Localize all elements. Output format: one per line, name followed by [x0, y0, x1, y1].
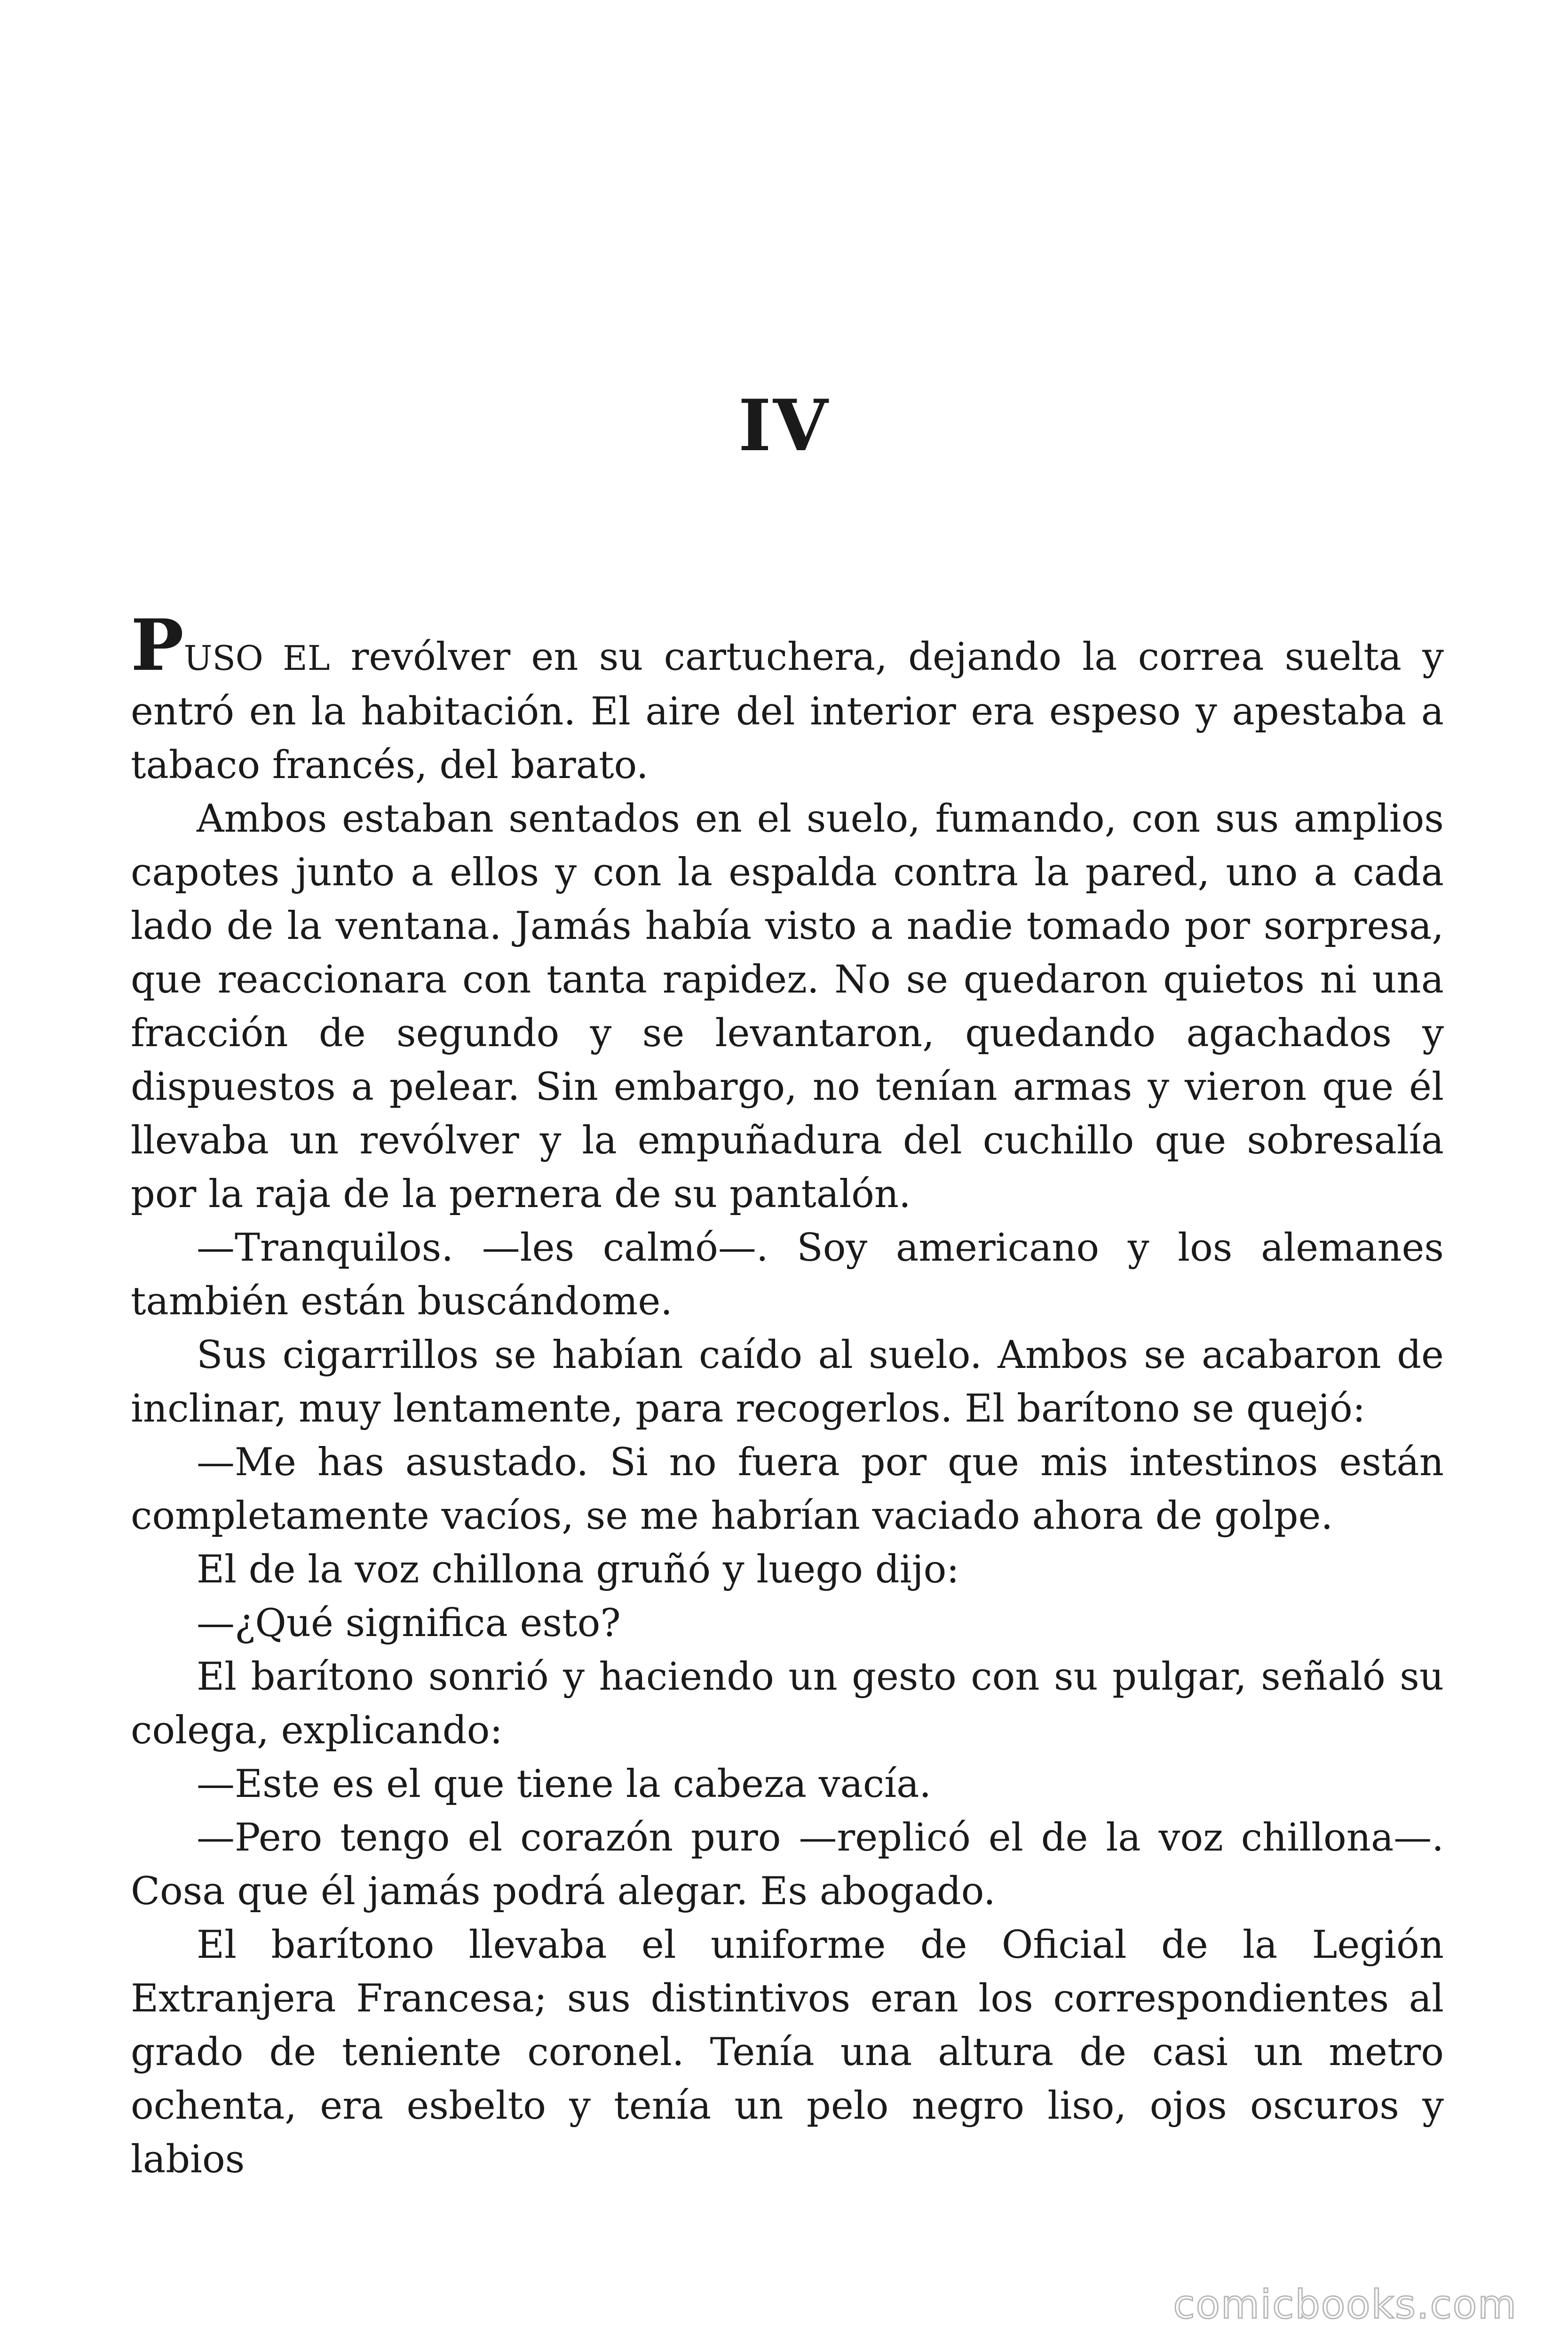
site-watermark: comicbooks.com — [1173, 2281, 1517, 2328]
paragraph: Ambos estaban sentados en el suelo, fumando, con sus amplios capotes junto a ellos y con la espalda contra la pared, uno a cada lado de la ventana. Jamás había visto a nadie tomado por sorpresa, que reaccionara con tanta rapidez. No se quedaron quietos ni una fracción de segundo y se levantaron, quedando agachados y dispuestos a pelear. Sin embargo, no tenían armas y vieron que él llevaba un revólver y la empuñadura del cuchillo que sobresalía por la raja de la pernera de su pantalón. — [131, 797, 1444, 1216]
paragraph: —Pero tengo el corazón puro —replicó el de la voz chillona—. Cosa que él jamás podrá alegar. Es abogado. — [131, 1816, 1444, 1914]
opening-paragraph — [131, 604, 1444, 792]
drop-cap: P — [131, 604, 184, 687]
paragraph: El barítono sonrió y haciendo un gesto con su pulgar, señaló su colega, explicando: — [131, 1655, 1444, 1753]
opening-text: revólver en su cartuchera, dejando la correa suelta y entró en la habitación. El aire del interior era espeso y apestaba a tabaco francés, del barato. — [131, 635, 1444, 787]
paragraph: —Tranquilos. —les calmó—. Soy americano y los alemanes también están buscándome. — [131, 1226, 1444, 1324]
paragraph: —¿Qué significa esto? — [197, 1601, 621, 1645]
paragraph: —Me has asustado. Si no fuera por que mis intestinos están completamente vacíos, se me habrían vaciado ahora de golpe. — [131, 1440, 1444, 1538]
paragraph: —Este es el que tiene la cabeza vacía. — [197, 1762, 932, 1806]
paragraph: El de la voz chillona gruñó y luego dijo: — [197, 1548, 959, 1592]
chapter-number: IV — [738, 384, 830, 467]
paragraph: Sus cigarrillos se habían caído al suelo. Ambos se acabaron de inclinar, muy lentamente, para recogerlos. El barítono se quejó: — [131, 1333, 1444, 1431]
paragraph: El barítono llevaba el uniforme de Oficial de la Legión Extranjera Francesa; sus distintivos eran los correspondientes al grado de teniente coronel. Tenía una altura de casi un metro ochenta, era esbelto y tenía un pelo negro liso, ojos oscuros y labios — [131, 1923, 1444, 2182]
opening-smallcaps: USO EL — [183, 638, 330, 678]
chapter-body — [131, 604, 1444, 2186]
